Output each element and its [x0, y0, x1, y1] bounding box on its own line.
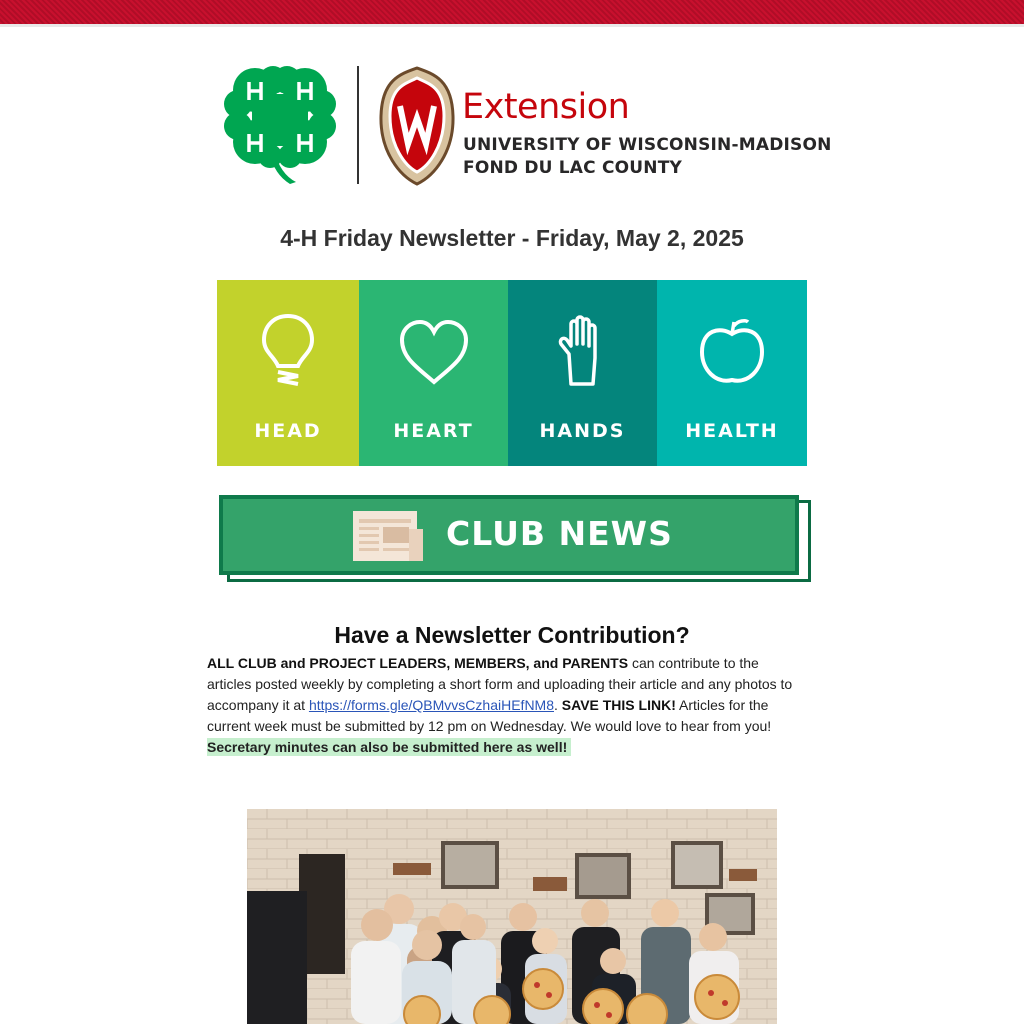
contribution-intro: ALL CLUB and PROJECT LEADERS, MEMBERS, and PARENTS	[207, 655, 629, 671]
club-news-label: CLUB NEWS	[446, 514, 673, 553]
logo-divider	[357, 66, 359, 184]
header-logos	[222, 62, 832, 188]
university-line: UNIVERSITY OF WISCONSIN-MADISON	[463, 135, 832, 155]
top-decorative-bar	[0, 0, 1024, 24]
secretary-note: Secretary minutes can also be submitted here as well!	[207, 738, 571, 756]
pillar-health	[657, 280, 807, 466]
county-line: FOND DU LAC COUNTY	[463, 158, 683, 178]
pillar-label: HEALTH	[685, 420, 779, 442]
pillar-hands	[508, 280, 657, 466]
hand-icon	[557, 314, 609, 388]
lightbulb-icon	[258, 312, 318, 392]
pillar-label: HANDS	[539, 420, 626, 442]
contribution-text: can contribute to the articles posted weekly by completing a short form and uploading their article and any photos to accompany it at	[207, 655, 793, 713]
pillar-heart	[359, 280, 508, 466]
group-photo-image	[247, 809, 777, 1024]
newsletter-title: 4-H Friday Newsletter - Friday, May 2, 2025	[280, 225, 744, 251]
apple-icon	[698, 316, 766, 388]
heart-icon	[398, 318, 470, 388]
pillar-head	[217, 280, 359, 466]
contribution-body	[207, 653, 807, 758]
pillar-label: HEAD	[254, 420, 322, 442]
four-h-pillars-banner	[217, 280, 807, 466]
club-news-banner	[219, 495, 809, 583]
contribution-text: Articles for the current week must be submitted by 12 pm on Wednesday. We would love to hear from you!	[207, 697, 772, 734]
uw-crest-icon	[378, 66, 456, 186]
form-link[interactable]: https://forms.gle/QBMvvsCzhaiHEfNM8	[308, 697, 554, 713]
save-link-note: SAVE THIS LINK!	[561, 697, 676, 713]
newspaper-icon	[351, 509, 425, 563]
4h-clover-icon	[222, 64, 338, 184]
extension-title: Extension	[462, 87, 630, 127]
pillar-label: HEART	[393, 420, 474, 442]
top-bar-shadow	[0, 24, 1024, 27]
contribution-heading: Have a Newsletter Contribution?	[334, 622, 690, 648]
contribution-text: .	[554, 697, 562, 713]
club-group-photo	[247, 809, 777, 1024]
